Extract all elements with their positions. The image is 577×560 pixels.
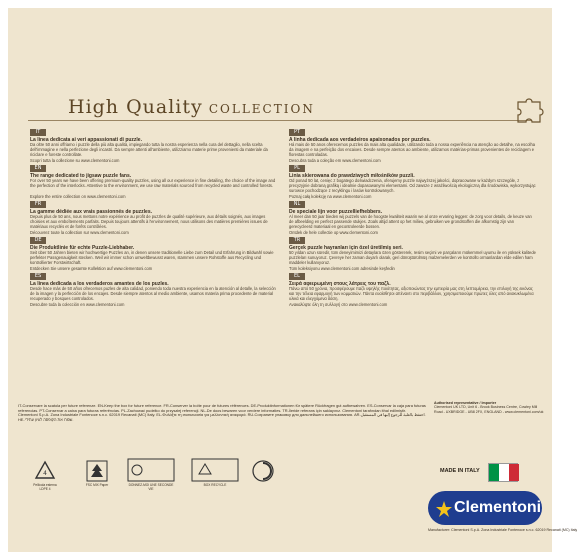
lang-badge: EL — [289, 273, 305, 280]
section-pt — [289, 128, 536, 164]
importer-text: Clementoni UK LTD, Unit 6 - Brook Business Centre, Cowley Mill Road - UXBRIDGE - UB8 2FX, ENGLAND - www.clementoni.com/uk — [434, 405, 544, 414]
section-title: Die Produktlinie für echte Puzzle-Liebhaber. — [30, 245, 135, 251]
lang-badge: DE — [30, 237, 46, 244]
section-title: La línea dedicada a los verdaderos amantes de los puzles. — [30, 281, 169, 287]
left-column — [30, 128, 277, 308]
section-text: Desde hace más de 50 años ofrecemos puzles de alta calidad, poniendo toda nuestra experiencia en la atención al detalle, la selección de la imagen y la perfección de los encajes. Desde siempre atentos al medio ambiente, usamos materia prima procedente de material recuperado y bosques controlados. — [30, 286, 276, 301]
green-dot-icon — [252, 460, 274, 482]
mark-box-recycle — [190, 458, 240, 498]
page-title — [68, 96, 488, 118]
made-in-label: MADE IN ITALY — [440, 468, 480, 474]
section-title: La gamme dédiée aux vrais passionnés de puzzles. — [30, 209, 152, 215]
section-title: La linea dedicata ai veri appassionati di puzzle. — [30, 137, 142, 143]
manufacturer-info: Manufacturer: Clementoni S.p.A. Zona Industriale Fontenoce s.n.c. 62019 Recanati (MC) Italy — [428, 528, 577, 532]
lang-badge: TR — [289, 237, 305, 244]
section-link: Ontdek de hele collectie op www.clementoni.com — [289, 230, 378, 235]
box-back-panel — [8, 8, 577, 552]
importer-title: Authorised representative / Importer — [434, 401, 497, 405]
mark-ldpe — [30, 460, 60, 494]
star-icon — [436, 501, 452, 517]
section-title: The range dedicated to jigsaw puzzle fans. — [30, 173, 132, 179]
section-text: Da oltre 50 anni offriamo i puzzle della più alta qualità, impiegando tutta la nostra esperienza nella cura del dettaglio, nella scelta dell'immagine e nella perfezione degli incastri. Da sempre attenti all'ambiente, utilizziamo materie prime provenienti da materiale da riciclare e foreste controllate. — [30, 142, 268, 157]
lang-badge: ES — [30, 273, 46, 280]
section-link: Découvrez toute la collection sur www.clementoni.com — [30, 230, 129, 235]
brand-logo — [428, 491, 542, 525]
section-nl — [289, 200, 536, 236]
section-text: 50 yıldan uzun süredir, tüm deneyimimizi detaylara özen göstererek, resim seçimi ve parçaların mükemmel uyumu ile en yüksek kalitede puzzleları sunuyoruz. Çevreye her zaman duyarlı olarak, geri dönüştürülmüş malzemelerden ve kontrollü ormanlardan elde edilen ham maddeler kullanıyoruz. — [289, 250, 536, 265]
section-title: De speciale lijn voor puzzelliefhebbers. — [289, 209, 383, 215]
mark-label: Pellicola esterna LDPE 4 — [33, 483, 57, 491]
section-text: Od ponad 50 lat, cenięc z bogatego doświadczenia, oferujemy puzzle najwyższej jakości, dopracowane w każdym szczególe, z precyzyjnie dobraną grafiką i idealnie dopasowanymi elementami. Od zawsze z wrażliwością ekologiczną dla środowiska, wykorzystując surowce pochodzące z recyklingu i lasów kontrolowanych. — [289, 178, 536, 193]
section-en — [30, 164, 277, 200]
section-link: Ανακαλύψτε όλη τη συλλογή στο www.clementoni.com — [289, 302, 388, 307]
section-title: Σειρά αφιερωμένη στους λάτρεις του παζλ. — [289, 281, 391, 287]
italy-flag-icon — [488, 463, 518, 482]
section-de — [30, 236, 277, 272]
recycle-triangle-icon — [34, 460, 56, 482]
section-text: Πάνω από 50 χρόνια, προσφέρουμε παζλ υψηλής ποιότητας, αξιοποιώντας την εμπειρία μας στη λεπτομέρεια, την επιλογή της εικόνας και την τέλεια εφαρμογή των κομματιών. Πάντα ευαίσθητοι απέναντι στο περιβάλλον, χρησιμοποιούμε πρώτες ύλες από ανακυκλωμένα υλικά και ελεγχόμενα δάση. — [289, 286, 534, 301]
section-text: Depuis plus de 50 ans, nous mettons notre expérience au profit de puzzles de qualité supérieure, aux détails soignés, aux images choisies et aux emboîtements parfaits. Depuis toujours attentifs à l'environnement, nous utilisons des matières premières issues de matériaux recyclés et de forêts contrôlées. — [30, 214, 268, 229]
section-it — [30, 128, 277, 164]
logo-text: Clementoni — [454, 499, 542, 516]
recycling-marks — [30, 458, 330, 518]
puzzle-piece-icon — [514, 94, 546, 126]
mark-triman — [126, 458, 176, 498]
mark-label: FSC MIX Paper — [85, 483, 109, 487]
section-link: Descubra toda a coleção em www.clementoni.com — [289, 158, 381, 163]
section-link: Poznaj całą kolekcję na www.clementoni.com — [289, 194, 372, 199]
section-link: Entdecken Sie unsere gesamte Kollektion auf www.clementoni.com — [30, 266, 153, 271]
importer-info — [434, 401, 546, 459]
svg-text:4: 4 — [43, 470, 47, 477]
mark-label: BOX RECYCLE — [203, 483, 227, 487]
recycle-box-icon — [191, 458, 239, 482]
section-text: Seit über 50 Jahren bieten wir hochwertige Puzzles an, in denen unsere traditionelle Liebe zum Detail und Erfahrung in Bildwahl sowie perfekter Passgenauigkeit stecken. Weil wir immer schon umweltbewusst waren, stammen unsere Rohstoffe aus Recycling und kontrollierter Forstwirtschaft. — [30, 250, 274, 265]
title-big: High Quality — [68, 96, 203, 118]
lang-badge: FR — [30, 201, 46, 208]
section-title: A linha dedicada aos verdadeiros apaixonados por puzzles. — [289, 137, 431, 143]
section-text: For over 50 years we have been offering premium-quality puzzles, using all our experience in fine detailing, the choice of the image and the perfection of the interlocks. Attentive to the environment, we use raw materials sourced from recycled waste and controlled forests. — [30, 178, 276, 188]
section-link: Descubre toda la colección en www.clementoni.com — [30, 302, 125, 307]
section-el — [289, 272, 536, 308]
lang-badge: EN — [30, 165, 46, 172]
header-divider — [28, 120, 532, 121]
fsc-tree-icon — [86, 460, 108, 482]
section-link: Explore the entire collection on www.clementoni.com — [30, 194, 126, 199]
triman-icon — [127, 458, 175, 482]
mark-fsc — [82, 460, 112, 500]
section-title: Gerçek puzzle hayranları için özel üretilmiş seri. — [289, 245, 403, 251]
mark-green-dot — [252, 460, 274, 482]
section-text: Há mais de 50 anos oferecemos puzzles da mais alta qualidade, utilizando toda a nossa experiência na atenção ao detalhe, na escolha da imagem e na perfeição dos encaixes. Desde sempre atentos ao ambiente, utilizamos matérias-primas provenientes de reciclagem e florestas controladas. — [289, 142, 536, 157]
lang-badge: PT — [289, 129, 305, 136]
section-es — [30, 272, 277, 308]
section-fr — [30, 200, 277, 236]
section-link: Scopri tutta la collezione su www.clementoni.com — [30, 158, 120, 163]
lang-badge: PL — [289, 165, 305, 172]
mark-label: DONNEZ-MOI UNE SECONDE VIE — [128, 483, 174, 491]
right-column — [289, 128, 536, 308]
section-text: Al meer dan 50 jaar bieden wij puzzels van de hoogste kwaliteit waarin we al onze ervaring leggen: de zorg voor details, de keuze van de afbeelding en perfect passende stukjes. Zoals altijd attent op het milieu, gebruiken we grondstoffen die afkomstig zijn van gerecycleerd materiaal en gecontroleerde bossen. — [289, 214, 532, 229]
lang-badge: IT — [30, 129, 46, 136]
section-pl — [289, 164, 536, 200]
multilingual-notice: IT-Conservare la scatola per future referenze. EN-Keep the box for future reference. FR-Conserver la boîte pour de futures références. DE-Produktinformationen für spätere Rückfragen gut aufbewahren. ES-Conservar la caja para futuras referencias. PT-Conservar a caixa para futuras referências. PL-Zachować pudełko do przyszłej referencji. NL-De doos bewaren voor verdere informaties. TR-İleride referans için saklayınız. Clementoni tarafından ithal edilmiştir. Clementoni S.p.A. Zona Industriale Fontenoce s.n.c. 62019 Recanati (MC) Italy. EL-Φυλάξτε τη συσκευασία για μελλοντική αναφορά. RU-Сохраните упаковку для дальнейшего использования. AR-احتفظ بالعلبة للرجوع إليها في المستقبل. HE-שמרו את הקופסה לעיון עתידי. — [18, 403, 426, 422]
section-tr — [289, 236, 536, 272]
title-small: COLLECTION — [208, 102, 315, 116]
section-title: Linia skierowana do prawdziwych miłośników puzzli. — [289, 173, 415, 179]
section-link: Tüm koleksiyonu www.clementoni.com adresinde keşfedin — [289, 266, 395, 271]
lang-badge: NL — [289, 201, 305, 208]
